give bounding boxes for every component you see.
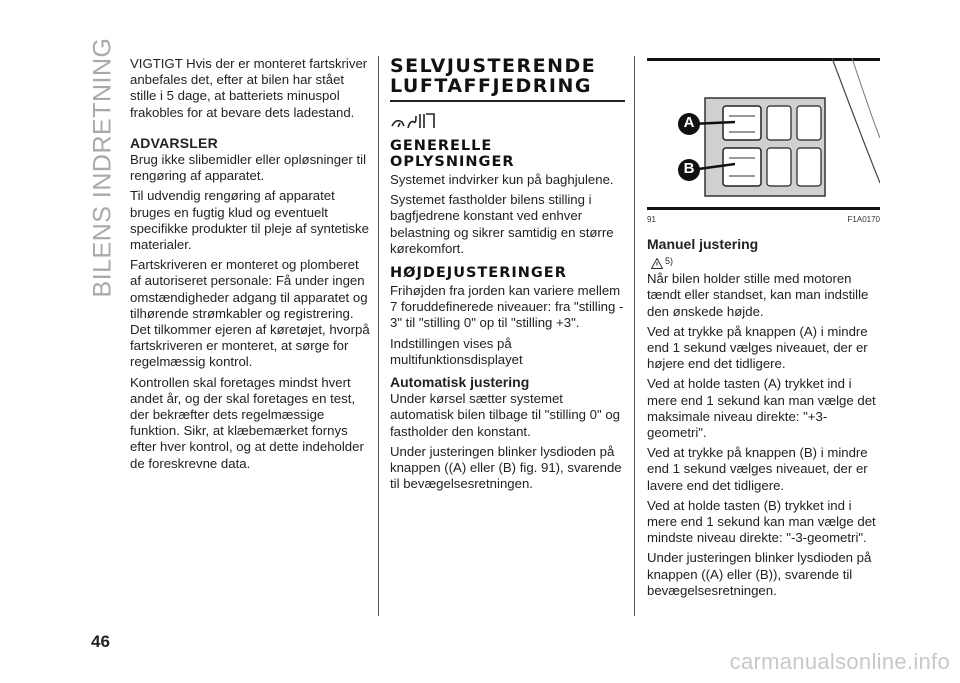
paragraph: Ved at holde tasten (A) trykket ind i mere end 1 sekund kan man vælge det maksimale niveau direkte: "+3-geometri". xyxy=(647,376,876,441)
column-2 xyxy=(390,56,625,496)
paragraph: Under justeringen blinker lysdioden på knappen ((A) eller (B)), svarende til bevægelsesretningen. xyxy=(647,550,872,598)
paragraph: Frihøjden fra jorden kan variere mellem 7 foruddefinerede niveauer: fra "stilling - 3" til "stilling 0" op til "stilling +3". xyxy=(390,283,624,331)
column-1 xyxy=(130,56,370,476)
warning-ref-number: 5) xyxy=(665,256,674,266)
figure-code: F1A0170 xyxy=(847,215,880,224)
paragraph: Systemet indvirker kun på baghjulene. xyxy=(390,172,614,187)
paragraph: Under justeringen blinker lysdioden på knappen ((A) eller (B) fig. 91), svarende til bevægelsesretningen. xyxy=(390,443,622,492)
paragraph: Ved at trykke på knappen (A) i mindre end 1 sekund vælges niveauet, der er højere end det tidligere. xyxy=(647,323,868,372)
paragraph: Indstillingen vises på multifunktionsdisplayet xyxy=(390,335,523,367)
column-3 xyxy=(647,236,882,603)
intro-paragraph: VIGTIGT Hvis der er monteret fartskriver anbefales det, efter at bilen har stået stille i 5 dage, at batteriets minuspol frakobles for at bevare dets ladestand. xyxy=(130,56,368,120)
general-heading-line-2: OPLYSNINGER xyxy=(390,154,515,170)
paragraph: Systemet fastholder bilens stilling i bagfjedrene konstant ved enhver belastning og sikrer samtidig en større kørekomfort. xyxy=(390,192,614,256)
paragraph: Ved at holde tasten (B) trykket ind i mere end 1 sekund kan man vælge det mindste niveau direkte: "-3-geometri". xyxy=(647,497,876,546)
heading-rule xyxy=(390,100,625,102)
paragraph: Fartskriveren er monteret og plomberet af autoriseret personale: Få under ingen omstændigheder adgang til apparatet og tilhørende strømkabler og registrering. Det tilkommer ejeren af køretøjet, hvorpå fartskriveren er monteret, at sørge for regelmæssig kontrol. xyxy=(130,257,370,370)
manual-heading: Manuel justering xyxy=(647,236,759,252)
paragraph: Under kørsel sætter systemet automatisk bilen tilbage til "stilling 0" og fastholder den konstant. xyxy=(390,391,621,439)
height-heading: HØJDEJUSTERINGER xyxy=(390,265,567,282)
figure-caption xyxy=(647,215,880,224)
callout-a-label: A xyxy=(683,114,695,131)
paragraph: Når bilen holder stille med motoren tændt eller standset, kan man indstille den ønskede højde. xyxy=(647,271,869,319)
section-tab-label: BILENS INDRETNING xyxy=(88,37,117,297)
paragraph: Kontrollen skal foretages mindst hvert andet år, og der skal foretages en test, der bekræfter dets regelmæssige funktion. Sikr, at klæbemærket fornys efter hver kontrol, og at dette indeholder de foreskrevne data. xyxy=(130,374,364,471)
paragraph: Brug ikke slibemidler eller opløsninger til rengøring af apparatet. xyxy=(130,152,367,184)
column-divider xyxy=(378,56,379,616)
warnings-heading: ADVARSLER xyxy=(130,134,218,151)
warning-reference xyxy=(651,253,882,269)
section-heading-line-2: LUFTAFFJEDRING xyxy=(390,75,593,97)
warning-triangle-icon xyxy=(651,258,663,269)
paragraph: Ved at trykke på knappen (B) i mindre end 1 sekund vælges niveauet, der er lavere end det tidligere. xyxy=(647,445,868,493)
figure-number: 91 xyxy=(647,215,656,224)
auto-heading: Automatisk justering xyxy=(390,374,530,391)
watermark: carmanualsonline.info xyxy=(729,649,950,674)
general-heading-line-1: GENERELLE xyxy=(390,138,493,154)
page-number: 46 xyxy=(91,632,110,651)
section-tab xyxy=(86,37,120,297)
callout-b-label: B xyxy=(683,160,695,177)
column-divider xyxy=(634,56,635,616)
paragraph: Til udvendig rengøring af apparatet bruges en fugtig klud og eventuelt specifikke produkter til pleje af syntetiske materialer. xyxy=(130,188,369,253)
suspension-icon xyxy=(390,110,625,132)
section-heading-line-1: SELVJUSTERENDE xyxy=(390,55,597,77)
figure-91 xyxy=(647,58,880,210)
